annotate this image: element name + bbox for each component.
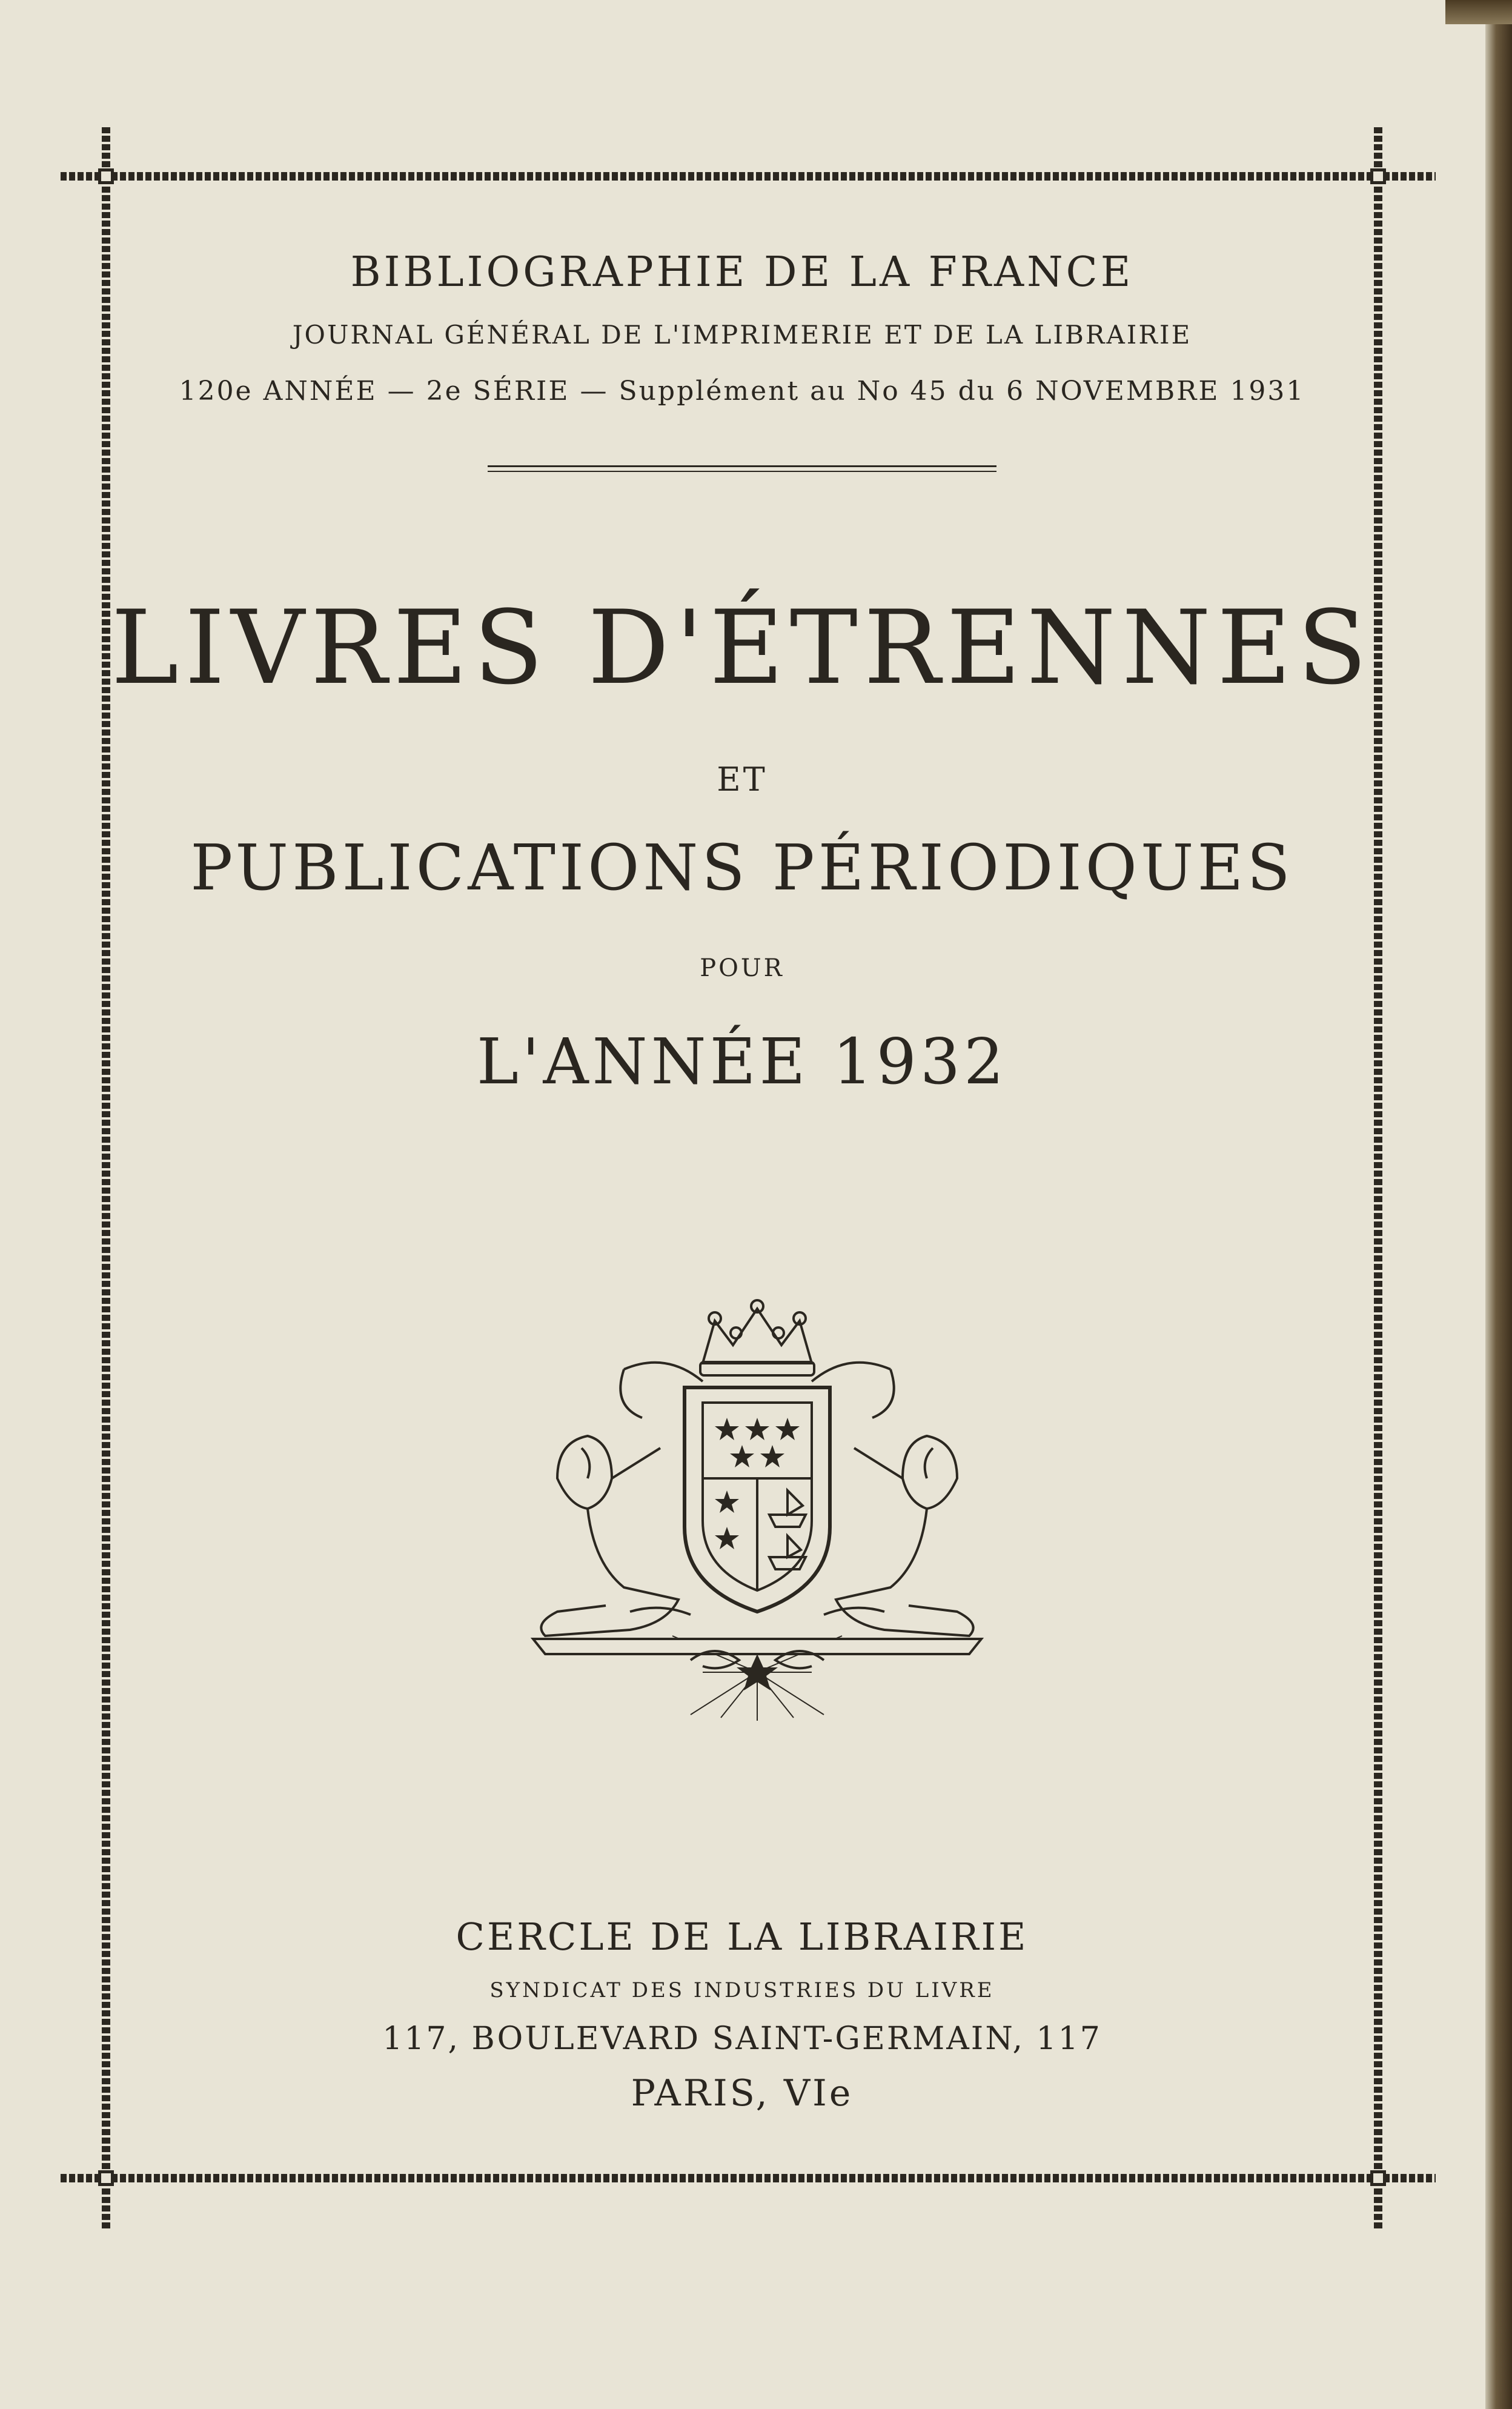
publisher-name: CERCLE DE LA LIBRAIRIE: [456, 1915, 1029, 1959]
journal-subtitle: JOURNAL GÉNÉRAL DE L'IMPRIMERIE ET DE LA LIBRAIRIE: [292, 320, 1192, 350]
coat-of-arms-icon: [521, 1297, 993, 1721]
border-corner: [98, 168, 114, 184]
border-right: [1374, 127, 1382, 2230]
publisher-city: PARIS, VIe: [631, 2072, 854, 2115]
title-connector: ET: [717, 760, 768, 799]
main-title: LIVRES D'ÉTRENNES: [111, 588, 1373, 707]
book-spine-top: [1445, 0, 1512, 24]
title-preposition: POUR: [700, 954, 784, 982]
year-title: L'ANNÉE 1932: [476, 1025, 1008, 1098]
border-top: [61, 172, 1436, 181]
issue-line: 120e ANNÉE — 2e SÉRIE — Supplément au No 45 du 6 NOVEMBRE 1931: [179, 376, 1305, 407]
border-corner: [1370, 168, 1386, 184]
publisher-syndicate: SYNDICAT DES INDUSTRIES DU LIVRE: [489, 1978, 995, 2002]
border-corner: [1370, 2170, 1386, 2186]
journal-title: BIBLIOGRAPHIE DE LA FRANCE: [350, 248, 1134, 296]
publisher-address: 117, BOULEVARD SAINT-GERMAIN, 117: [382, 2021, 1102, 2057]
book-spine: [1485, 0, 1512, 2409]
border-corner: [98, 2170, 114, 2186]
border-bottom: [61, 2174, 1436, 2182]
second-title: PUBLICATIONS PÉRIODIQUES: [190, 831, 1294, 905]
separator-rule: [488, 465, 996, 472]
